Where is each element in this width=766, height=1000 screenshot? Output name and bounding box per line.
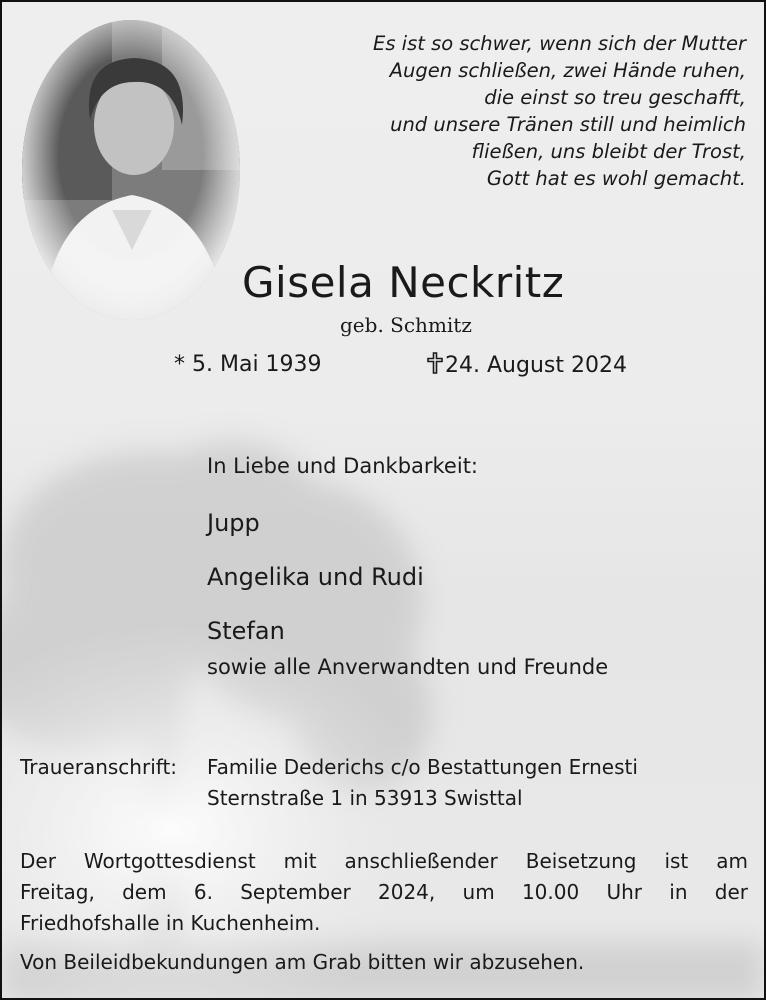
mourner-name: Stefan xyxy=(207,617,285,645)
poem-line: Es ist so schwer, wenn sich der Mutter xyxy=(373,32,746,55)
death-date: 24. August 2024 xyxy=(445,353,627,378)
mourner-name: Angelika und Rudi xyxy=(207,563,424,591)
address-line: Familie Dederichs c/o Bestattungen Ernesti xyxy=(207,755,638,779)
deceased-name: Gisela Neckritz xyxy=(242,258,565,307)
poem-line: fließen, uns bleibt der Trost, xyxy=(471,140,746,163)
maiden-name: geb. Schmitz xyxy=(340,313,472,337)
service-line: Der Wortgottesdienst mit anschließender Beisetzung ist am xyxy=(20,849,748,873)
portrait-photo xyxy=(22,20,240,320)
address-label: Traueranschrift: xyxy=(20,755,178,779)
address-line: Sternstraße 1 in 53913 Swisttal xyxy=(207,786,523,810)
service-line: Friedhofshalle in Kuchenheim. xyxy=(20,911,321,935)
poem-line: Gott hat es wohl gemacht. xyxy=(486,167,746,190)
birth-date: * 5. Mai 1939 xyxy=(174,352,322,377)
service-line: Freitag, dem 6. September 2024, um 10.00 Uhr in der xyxy=(20,880,748,904)
service-announcement xyxy=(20,846,748,939)
mourner-name: Jupp xyxy=(207,509,260,537)
poem-line: die einst so treu geschafft, xyxy=(484,86,746,109)
memorial-poem xyxy=(276,30,746,192)
death-date-line xyxy=(427,352,627,378)
mourners-intro: In Liebe und Dankbarkeit: xyxy=(207,454,479,478)
poem-line: Augen schließen, zwei Hände ruhen, xyxy=(389,59,746,82)
poem-line: und unsere Tränen still und heimlich xyxy=(390,113,746,136)
condolence-note: Von Beileidbekundungen am Grab bitten wir abzusehen. xyxy=(20,950,585,974)
cross-icon xyxy=(427,352,443,374)
other-mourners: sowie alle Anverwandten und Freunde xyxy=(207,655,609,679)
